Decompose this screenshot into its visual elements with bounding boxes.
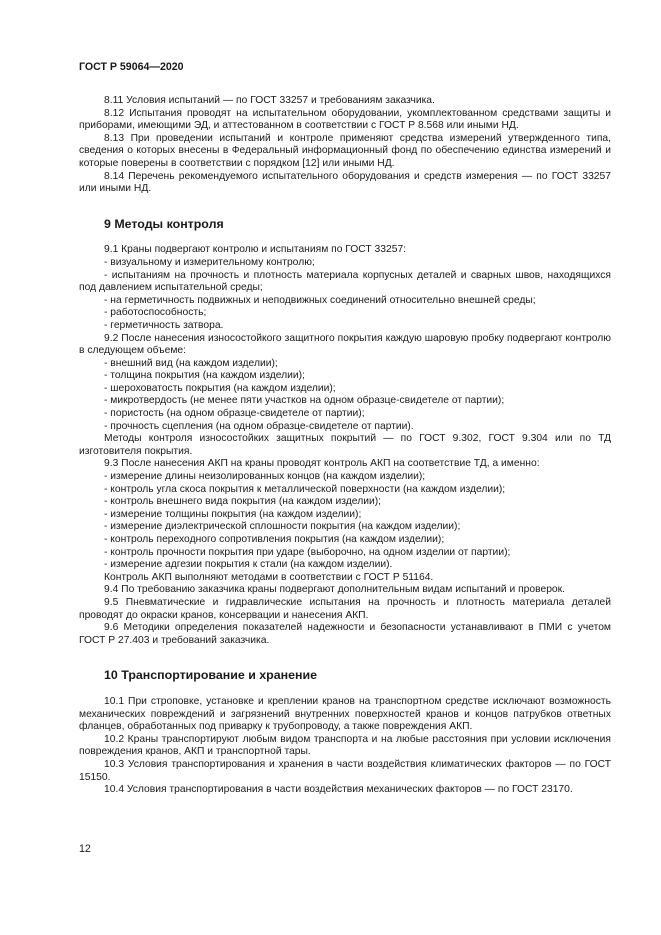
- list-item: - пористость (на одном образце-свидетеле от партии);: [104, 408, 365, 420]
- clause-9-6: 9.6 Методики определения показателей надежности и безопасности устанавливают в ПМИ с учетом ГОСТ Р 27.403 и требований заказчика.: [79, 622, 611, 646]
- section-10-title: 10 Транспортирование и хранение: [104, 668, 317, 683]
- list-item: - контроль внешнего вида покрытия (на каждом изделии);: [104, 496, 381, 508]
- list-item: - толщина покрытия (на каждом изделии);: [104, 370, 305, 382]
- list-item: - на герметичность подвижных и неподвижных соединений относительно внешней среды;: [104, 294, 536, 306]
- clause-9-1: 9.1 Краны подвергают контролю и испытаниям по ГОСТ 33257:: [104, 244, 407, 256]
- clause-9-3: 9.3 После нанесения АКП на краны проводят контроль АКП на соответствие ТД, а именно:: [104, 458, 540, 470]
- clause-8-13: 8.13 При проведении испытаний и контроле применяют средства измерений утвержденного типа, сведения о которых внесены в Федеральный информационный фонд по обеспечению единства измерений и которые поверены в соответствии с порядком [12] или иными НД.: [79, 132, 611, 169]
- list-item: - испытаниям на прочность и плотность материала корпусных деталей и сварных швов, находящихся под давлением испытательной среды;: [79, 269, 611, 294]
- list-item: - внешний вид (на каждом изделии);: [104, 357, 278, 369]
- list-item: - работоспособность;: [104, 307, 207, 319]
- list-item: - контроль переходного сопротивления покрытия (на каждом изделии);: [104, 534, 445, 545]
- list-item: - герметичность затвора.: [104, 319, 224, 331]
- clause-9-2-methods: Методы контроля износостойких защитных покрытий — по ГОСТ 9.302, ГОСТ 9.304 или по ТД изготовителя покрытия.: [79, 433, 611, 457]
- document-code-header: ГОСТ Р 59064—2020: [79, 61, 184, 73]
- list-item: - шероховатость покрытия (на каждом изделии);: [104, 382, 336, 394]
- page-number: 12: [79, 843, 91, 855]
- list-item: - измерение диэлектрической сплошности покрытия (на каждом изделии);: [104, 521, 461, 533]
- list-item: - микротвердость (не менее пяти участков на одном образце-свидетеле от партии);: [104, 395, 505, 407]
- clause-9-4: 9.4 По требованию заказчика краны подвергают дополнительным видам испытаний и проверок.: [104, 584, 566, 596]
- clause-10-3: 10.3 Условия транспортирования и хранения в части воздействия климатических факторов — по ГОСТ 15150.: [79, 758, 611, 783]
- list-item: - измерение толщины покрытия (на каждом изделии);: [104, 508, 362, 520]
- clause-9-5: 9.5 Пневматические и гидравлические испытания на прочность и плотность материала деталей проводят до окраски кранов, консервации и нанесения АКП.: [79, 596, 611, 621]
- clause-9-2: 9.2 После нанесения износостойкого защитного покрытия каждую шаровую пробку подвергают контролю в следующем объеме:: [79, 332, 611, 357]
- clause-8-12: 8.12 Испытания проводят на испытательном оборудовании, укомплектованном средствами защиты и приборами, имеющими ЭД, и аттестованном в соответствии с ГОСТ Р 8.568 или иными НД.: [79, 107, 611, 132]
- list-item: - прочность сцепления (на одном образце-свидетеле от партии).: [104, 420, 414, 432]
- clause-10-4: 10.4 Условия транспортирования в части воздействия механических факторов — по ГОСТ 23170.: [104, 784, 573, 796]
- clause-9-3-methods: Контроль АКП выполняют методами в соответствии с ГОСТ Р 51164.: [104, 571, 434, 583]
- section-9-title: 9 Методы контроля: [104, 216, 224, 231]
- clause-8-14: 8.14 Перечень рекомендуемого испытательного оборудования и средств измерения — по ГОСТ 33257 или иными НД.: [79, 170, 611, 195]
- list-item: - контроль прочности покрытия при ударе (выборочно, на одном изделии от партии);: [104, 546, 511, 558]
- clause-8-11: 8.11 Условия испытаний — по ГОСТ 33257 и требованиям заказчика.: [104, 95, 435, 106]
- clause-10-1: 10.1 При строповке, установке и креплении кранов на транспортном средстве исключают возможность механических повреждений и загрязнений внутренних поверхностей кранов и концов патрубков ответных фланцев, обработанных под приварку к трубопроводу, а также повреждения АКП.: [79, 695, 611, 733]
- list-item: - контроль угла скоса покрытия к металлической поверхности (на каждом изделии);: [104, 483, 506, 495]
- page-body: [79, 95, 611, 797]
- clause-10-2: 10.2 Краны транспортируют любым видом транспорта и на любые расстояния при условии исключения повреждения кранов, АКП и транспортной тары.: [79, 733, 611, 758]
- list-item: - визуальному и измерительному контролю;: [104, 256, 315, 268]
- list-item: - измерение адгезии покрытия к стали (на каждом изделии).: [104, 559, 393, 571]
- list-item: - измерение длины неизолированных концов (на каждом изделии);: [104, 471, 426, 483]
